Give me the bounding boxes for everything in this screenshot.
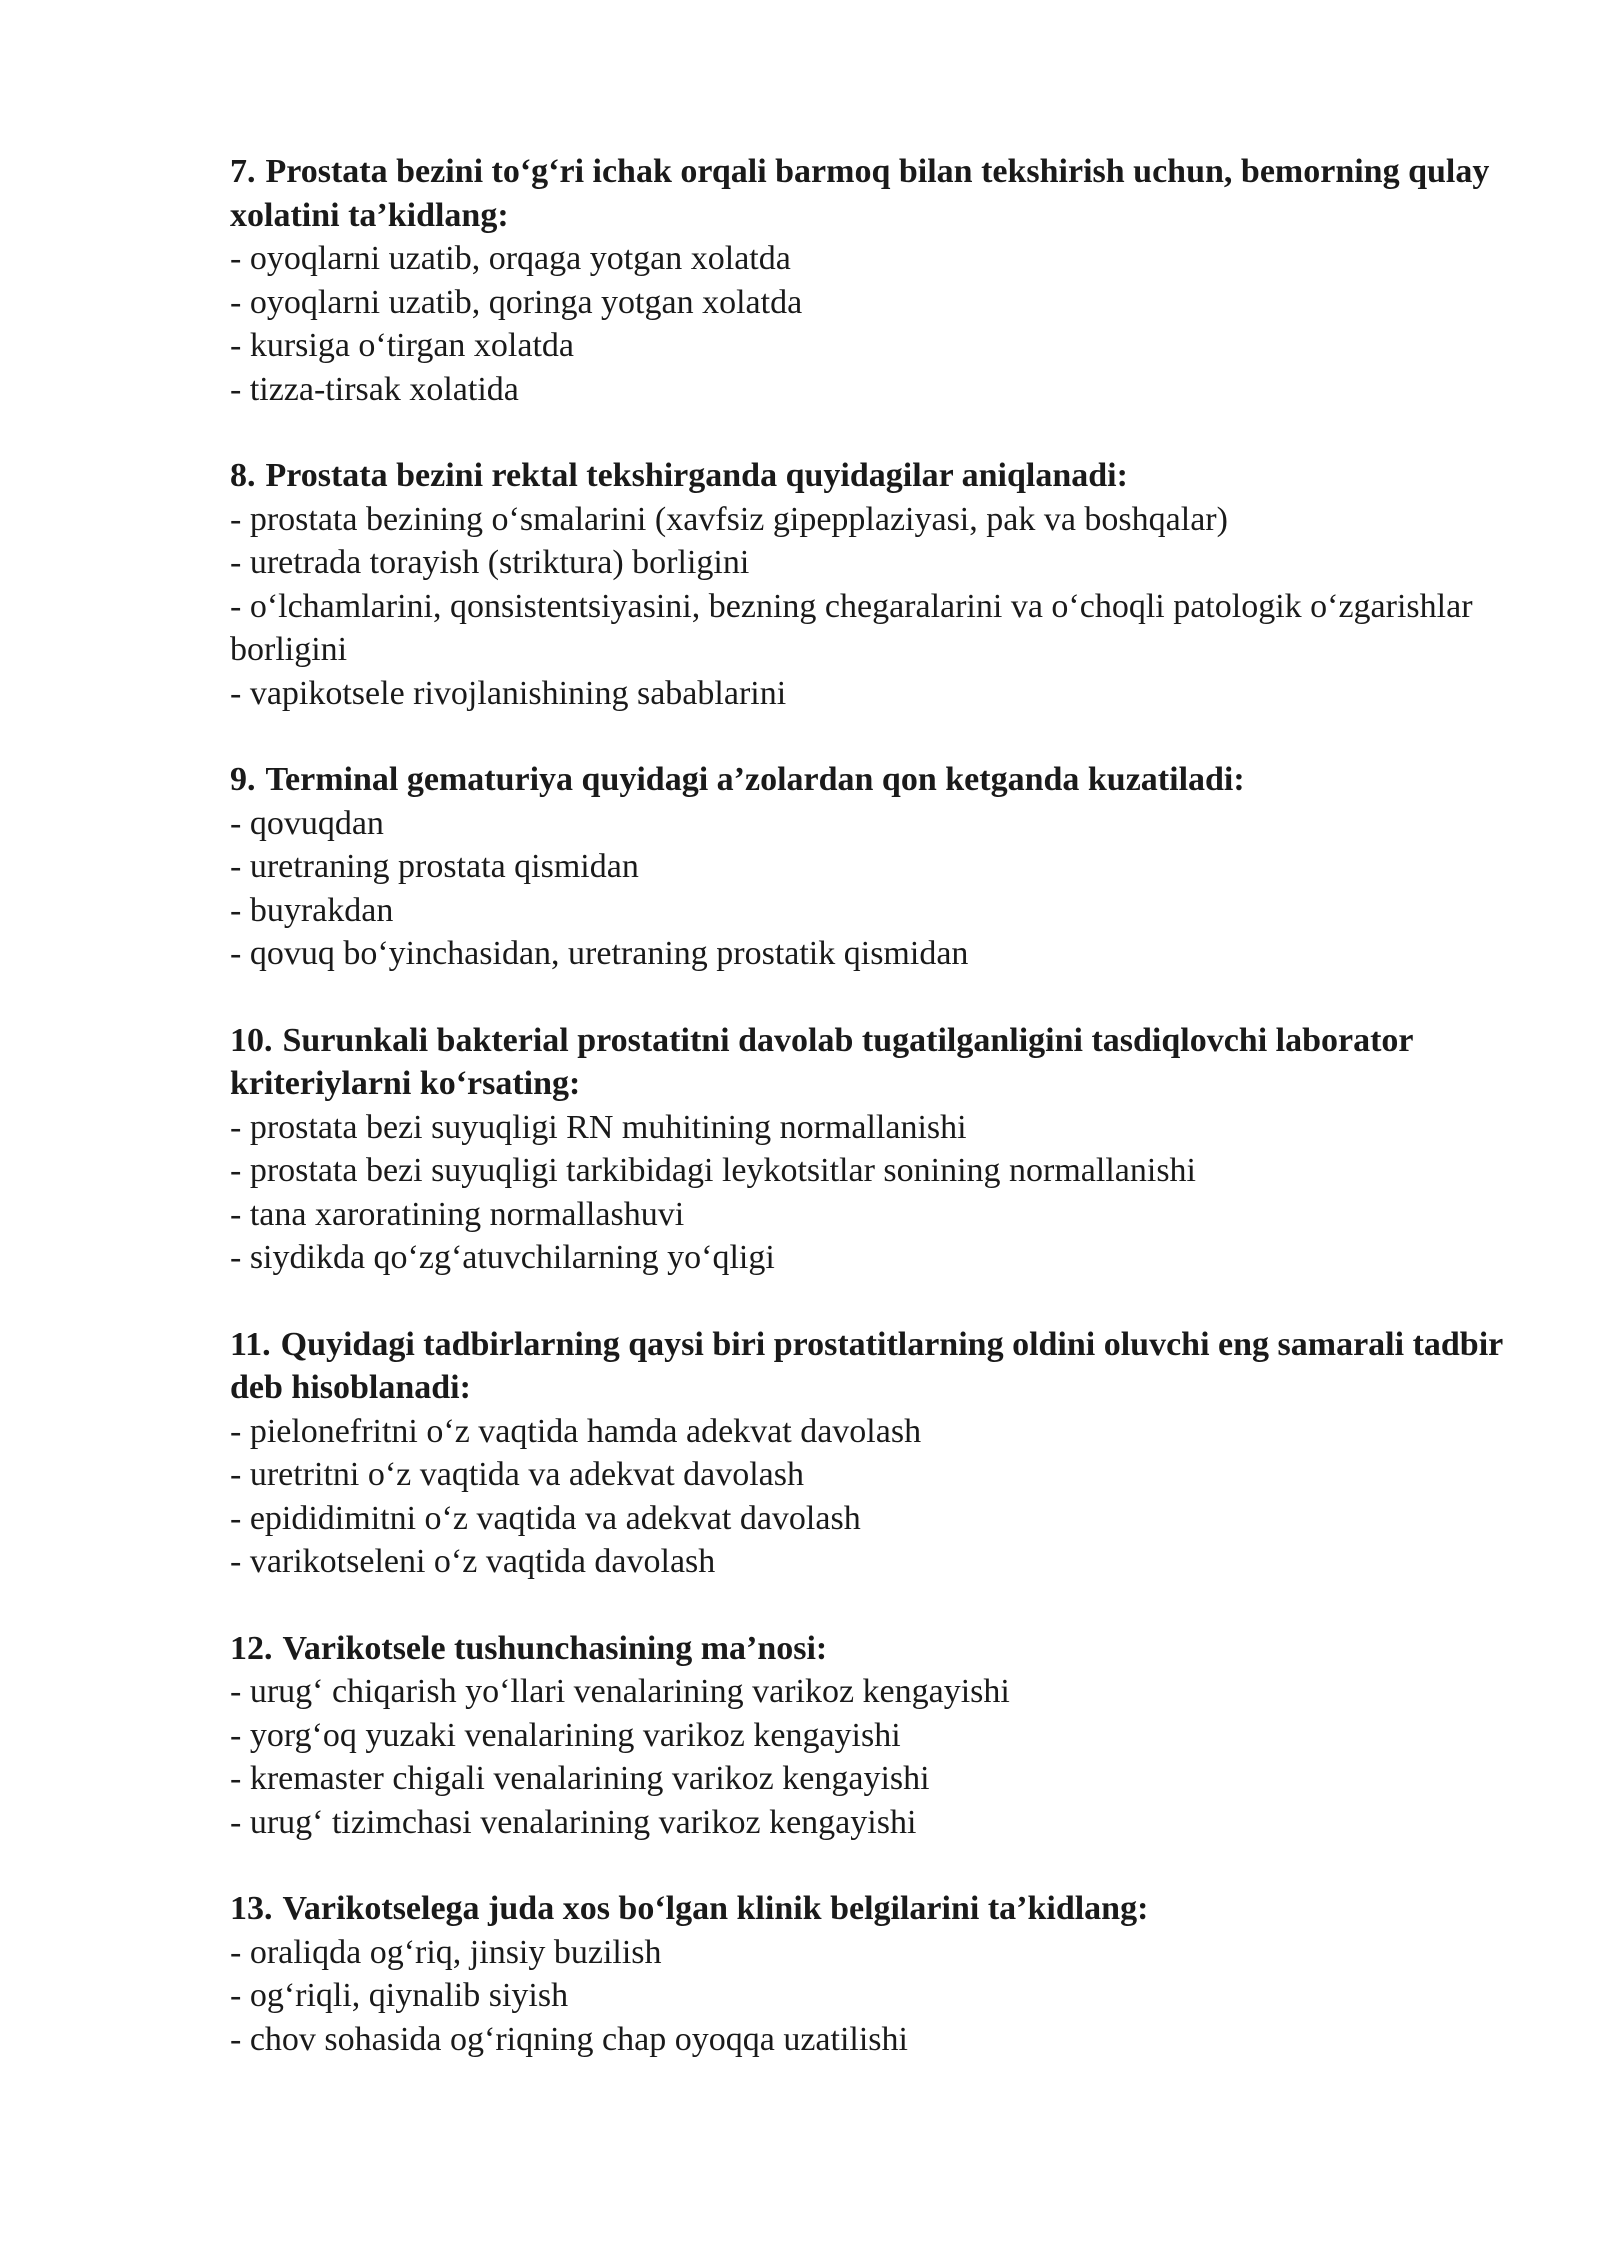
question-10 [230,1019,1530,1280]
question-number: 13. [230,1890,273,1927]
answer-option: - urug‘ tizimchasi venalarining varikoz kengayishi [230,1803,917,1841]
answer-option: - buyrakdan [230,891,394,929]
question-title [230,1887,1530,1931]
question-number: 9. [230,761,256,798]
question-title [230,1627,1530,1671]
answer-option: - qovuqdan [230,804,384,842]
question-7 [230,150,1530,411]
answer-option: - tizza-tirsak xolatida [230,370,519,408]
question-number: 11. [230,1325,271,1363]
question-8 [230,454,1530,715]
question-text: Quyidagi tadbirlarning qaysi biri prostatitlarning oldini oluvchi eng samarali tadbir deb hisoblanadi: [230,1325,1503,1406]
question-11 [230,1323,1530,1584]
question-number: 8. [230,457,256,494]
question-title [230,454,1530,498]
answer-option: - uretritni o‘z vaqtida va adekvat davolash [230,1456,804,1493]
answer-option: - yorg‘oq yuzaki venalarining varikoz kengayishi [230,1716,901,1754]
question-number: 10. [230,1021,273,1059]
question-text: Prostata bezini rektal tekshirganda quyidagilar aniqlanadi: [265,457,1128,494]
answer-option: - kremaster chigali venalarining varikoz kengayishi [230,1760,930,1797]
question-text: Prostata bezini to‘g‘ri ichak orqali barmoq bilan tekshirish uchun, bemorning qulay xolatini ta’kidlang: [230,153,1490,234]
question-text: Varikotselega juda xos bo‘lgan klinik belgilarini ta’kidlang: [282,1890,1149,1927]
question-9 [230,758,1530,976]
answer-option: - qovuq bo‘yinchasidan, uretraning prostatik qismidan [230,935,969,972]
answer-option: - prostata bezining o‘smalarini (xavfsiz gipepplaziyasi, pak va boshqalar) [230,500,1228,538]
answer-option: - o‘lchamlarini, qonsistentsiyasini, bezning chegaralarini va o‘choqli patologik o‘zgarishlar borligini [230,587,1473,668]
answer-option: - og‘riqli, qiynalib siyish [230,1977,569,2014]
document-page [230,150,1530,2104]
question-title [230,1323,1530,1410]
answer-option: - oraliqda og‘riq, jinsiy buzilish [230,1933,662,1971]
answer-option: - chov sohasida og‘riqning chap oyoqqa uzatilishi [230,2020,908,2058]
question-title [230,150,1530,237]
answer-option: - prostata bezi suyuqligi tarkibidagi leykotsitlar sonining normallanishi [230,1152,1196,1189]
answer-option: - prostata bezi suyuqligi RN muhitining normallanishi [230,1108,967,1146]
answer-option: - epididimitni o‘z vaqtida va adekvat davolash [230,1499,861,1537]
question-text: Surunkali bakterial prostatitni davolab tugatilganligini tasdiqlovchi laborator kriteriylarni ko‘rsating: [230,1021,1413,1102]
answer-option: - urug‘ chiqarish yo‘llari venalarining varikoz kengayishi [230,1673,1010,1710]
question-text: Varikotsele tushunchasining ma’nosi: [282,1629,828,1667]
answer-option: - uretraning prostata qismidan [230,848,639,885]
question-number: 12. [230,1629,273,1667]
answer-option: - siydikda qo‘zg‘atuvchilarning yo‘qligi [230,1239,775,1276]
answer-option: - varikotseleni o‘z vaqtida davolash [230,1543,716,1580]
question-text: Terminal gematuriya quyidagi a’zolardan qon ketganda kuzatiladi: [265,761,1245,798]
question-12 [230,1627,1530,1845]
answer-option: - pielonefritni o‘z vaqtida hamda adekvat davolash [230,1412,922,1450]
answer-option: - vapikotsele rivojlanishining sabablarini [230,674,787,712]
answer-option: - oyoqlarni uzatib, orqaga yotgan xolatda [230,240,791,277]
answer-option: - tana xaroratining normallashuvi [230,1195,685,1233]
question-title [230,1019,1530,1106]
question-title [230,758,1530,802]
answer-option: - uretrada torayish (striktura) borligini [230,544,750,581]
question-number: 7. [230,153,256,190]
question-13 [230,1887,1530,2061]
answer-option: - oyoqlarni uzatib, qoringa yotgan xolatda [230,283,803,321]
answer-option: - kursiga o‘tirgan xolatda [230,327,575,364]
